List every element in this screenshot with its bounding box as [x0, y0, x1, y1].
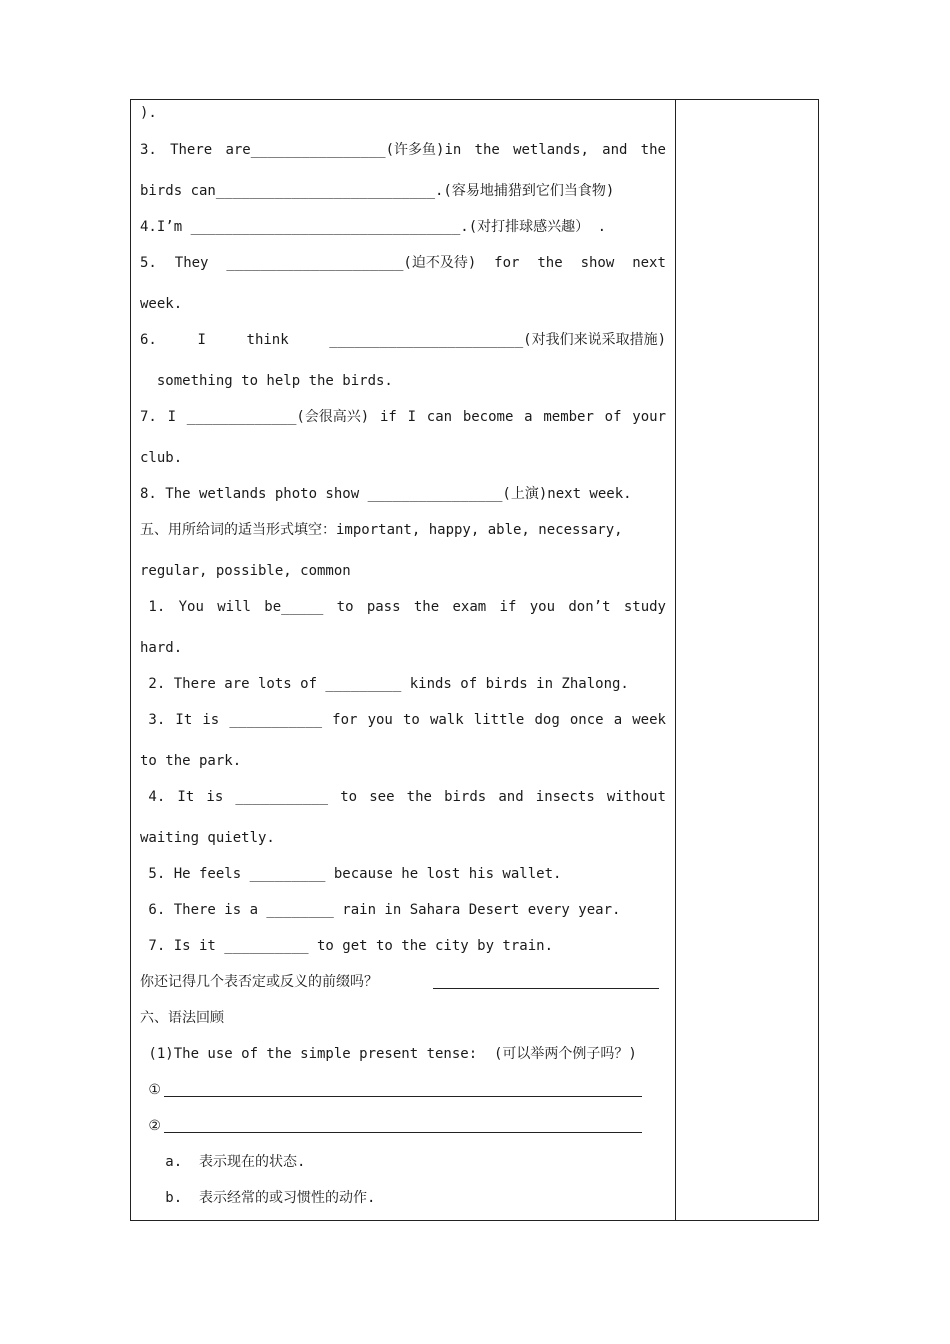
- example-2-answer-line: [164, 1132, 642, 1133]
- line-22: 6. There is a ________ rain in Sahara Desert every year.: [140, 902, 621, 918]
- line-15: hard.: [140, 640, 183, 656]
- worksheet-table: [130, 99, 819, 1221]
- line-21: 5. He feels _________ because he lost his wallet.: [140, 866, 562, 882]
- example-1-label: ①: [140, 1082, 161, 1098]
- line-7: 6. I think _______________________(对我们来说采取措施): [140, 332, 666, 348]
- prefix-answer-line: [433, 988, 659, 989]
- line-5: 5. They _____________________(迫不及待) for the show next: [140, 255, 666, 271]
- line-6: week.: [140, 296, 183, 312]
- example-1-answer-line: [164, 1096, 642, 1097]
- prefix-question: 你还记得几个表否定或反义的前缀吗？: [140, 974, 378, 990]
- line-19: 4. It is ___________ to see the birds and insects without: [140, 789, 666, 805]
- notes-column-cell: [676, 100, 818, 1220]
- line-10: club.: [140, 450, 183, 466]
- line-11: 8. The wetlands photo show ________________(上演)next week.: [140, 486, 632, 502]
- line-13: regular, possible, common: [140, 563, 351, 579]
- line-20: waiting quietly.: [140, 830, 275, 846]
- line-4: 4.I’m ________________________________.(对打排球感兴趣） .: [140, 219, 607, 235]
- line-16: 2. There are lots of _________ kinds of birds in Zhalong.: [140, 676, 629, 692]
- section-6-heading: 六、语法回顾: [140, 1010, 224, 1026]
- line-23: 7. Is it __________ to get to the city by train.: [140, 938, 554, 954]
- line-18: to the park.: [140, 753, 242, 769]
- line-26: (1)The use of the simple present tense: (可以举两个例子吗？): [140, 1046, 637, 1062]
- usage-a: a. 表示现在的状态.: [140, 1154, 306, 1170]
- line-2: 3. There are________________(许多鱼)in the wetlands, and the: [140, 142, 666, 158]
- usage-b: b. 表示经常的或习惯性的动作.: [140, 1190, 376, 1206]
- line-3: birds can__________________________.(容易地捕猎到它们当食物): [140, 183, 615, 199]
- line-17: 3. It is ___________ for you to walk little dog once a week: [140, 712, 666, 728]
- section-5-heading: 五、用所给词的适当形式填空：important, happy, able, necessary,: [140, 522, 623, 538]
- line-9: 7. I _____________(会很高兴) if I can become a member of your: [140, 409, 666, 425]
- example-2-label: ②: [140, 1118, 161, 1134]
- line-8: something to help the birds.: [140, 373, 393, 389]
- line-1: ).: [140, 105, 157, 121]
- line-14: 1. You will be_____ to pass the exam if you don’t study: [140, 599, 666, 615]
